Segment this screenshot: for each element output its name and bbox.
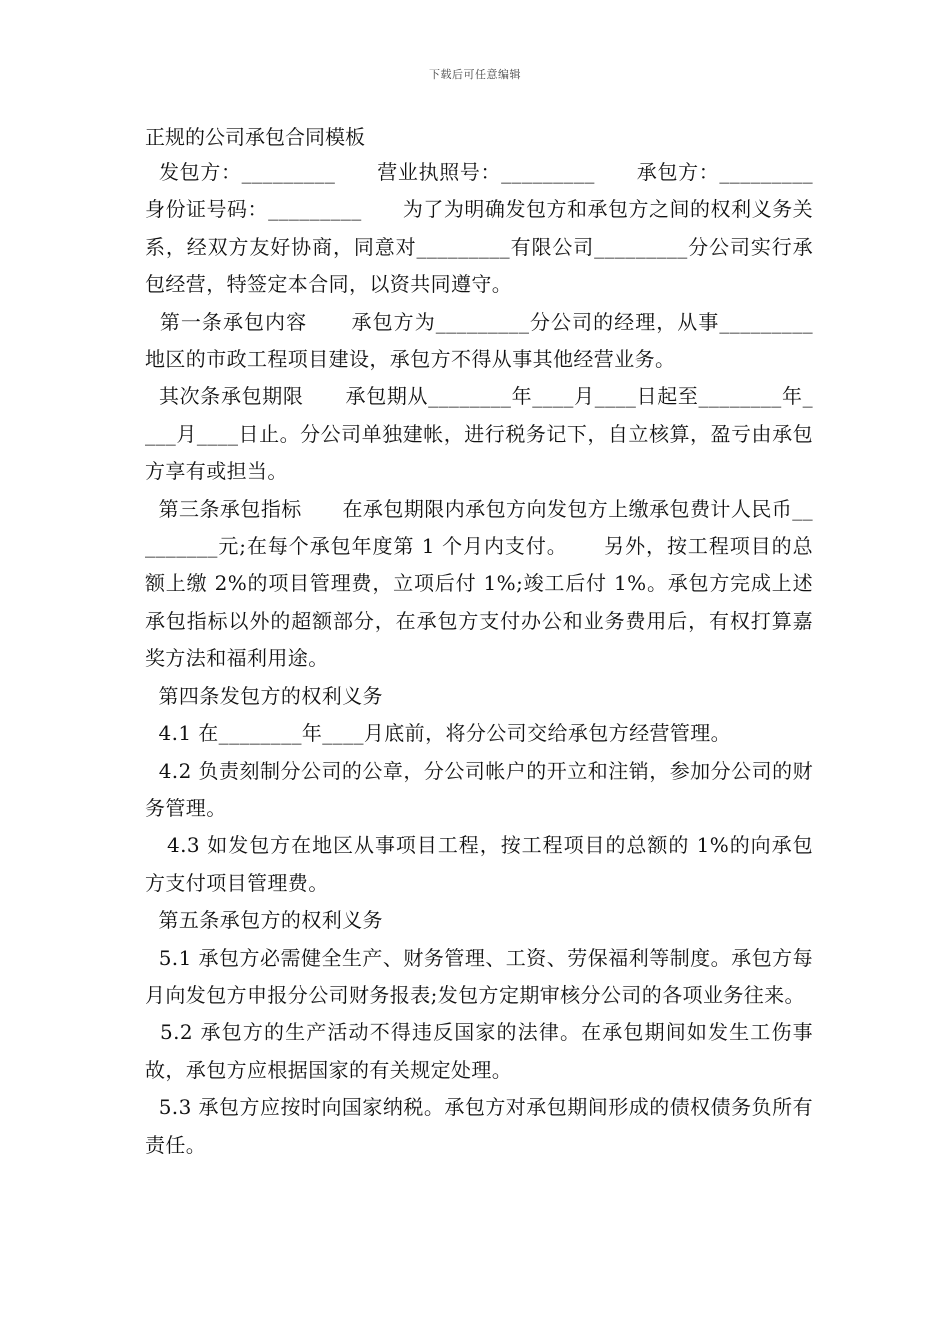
paragraph-article-3: 第三条承包指标 在承包期限内承包方向发包方上缴承包费计人民币_________元;在每个承包年度第 1 个月内支付。 另外，按工程项目的总额上缴 2%的项目管理费，立项后付 1%;竣工后付 1%。承包方完成上述承包指标以外的超额部分，在承包方支付办公和业务费用后，有权打算嘉奖方法和福利用途。 xyxy=(145,496,814,671)
paragraph-article-4-heading: 第四条发包方的权利义务 xyxy=(145,683,383,708)
paragraph-clause-4-1: 4.1 在________年____月底前，将分公司交给承包方经营管理。 xyxy=(145,721,732,746)
paragraph-clause-4-2: 4.2 负责刻制分公司的公章，分公司帐户的开立和注销，参加分公司的财务管理。 xyxy=(145,758,813,820)
paragraph-article-5-heading: 第五条承包方的权利义务 xyxy=(145,908,383,933)
paragraph-clause-5-3: 5.3 承包方应按时向国家纳税。承包方对承包期间形成的债权债务负所有责任。 xyxy=(145,1095,813,1157)
paragraph-article-2: 其次条承包期限 承包期从________年____月____日起至________年____月____日止。分公司单独建帐，进行税务记下，自立核算，盈亏由承包方享有或担当。 xyxy=(145,384,813,484)
paragraph-clause-5-1: 5.1 承包方必需健全生产、财务管理、工资、劳保福利等制度。承包方每月向发包方申报分公司财务报表;发包方定期审核分公司的各项业务往来。 xyxy=(145,945,813,1007)
paragraph-parties: 发包方：_________ 营业执照号：_________ 承包方：_________ 身份证号码：_________ 为了为明确发包方和承包方之间的权利义务关系，经双方友好协商，同意对_________有限公司_________分公司实行承包经营，特签定本合同，以资共同遵守。 xyxy=(145,160,854,297)
header-note: 下载后可任意编辑 xyxy=(429,68,521,81)
document-body xyxy=(145,154,854,1164)
paragraph-clause-5-2: 5.2 承包方的生产活动不得违反国家的法律。在承包期间如发生工伤事故，承包方应根据国家的有关规定处理。 xyxy=(145,1020,813,1082)
document-title: 正规的公司承包合同模板 xyxy=(145,125,365,149)
paragraph-clause-4-3: 4.3 如发包方在地区从事项目工程，按工程项目的总额的 1%的向承包方支付项目管理费。 xyxy=(145,833,813,895)
paragraph-article-1: 第一条承包内容 承包方为_________分公司的经理，从事_________地区的市政工程项目建设，承包方不得从事其他经营业务。 xyxy=(145,309,813,372)
